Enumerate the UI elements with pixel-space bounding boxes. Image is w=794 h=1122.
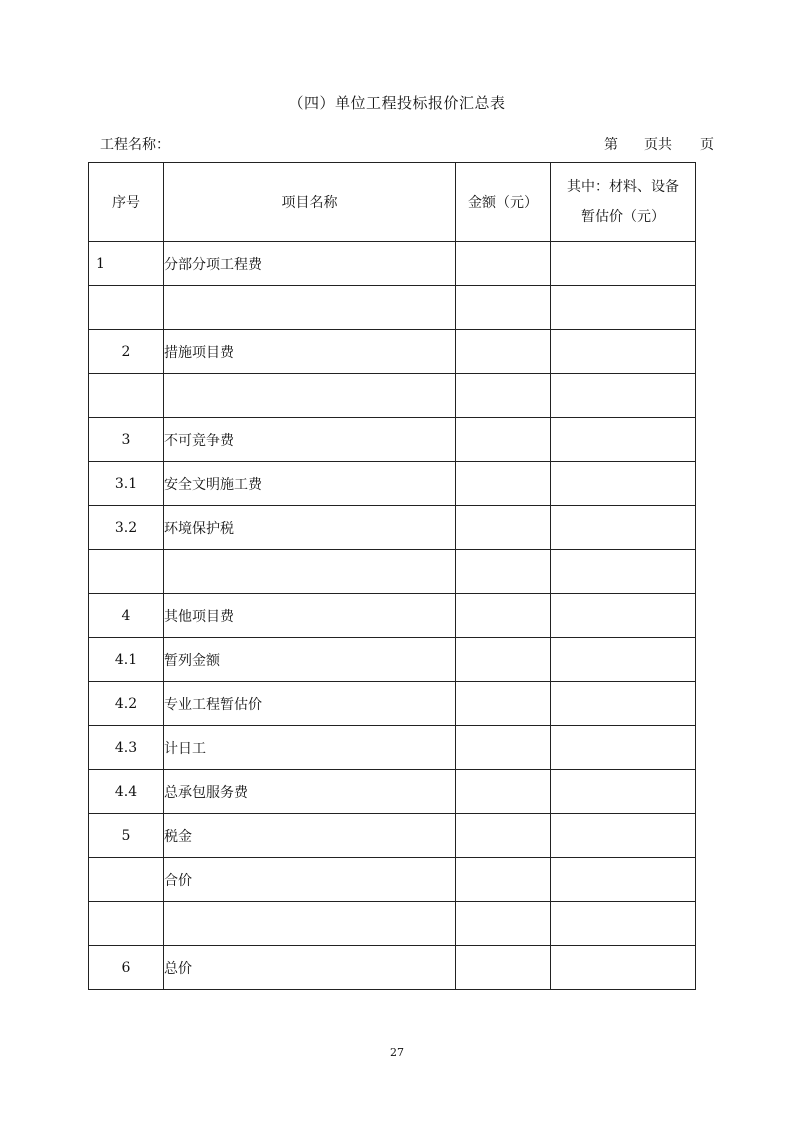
table-row (89, 286, 696, 330)
row-material-cell (551, 858, 696, 902)
row-number (89, 902, 164, 946)
row-number: 3 (89, 418, 164, 462)
row-item-name (164, 550, 456, 594)
row-amount-cell (456, 330, 551, 374)
project-name-label: 工程名称： (100, 137, 170, 153)
page-marker-page: 页 (700, 137, 714, 153)
row-amount-cell (456, 374, 551, 418)
row-item-name: 暂列金额 (164, 638, 456, 682)
row-item-name: 环境保护税 (164, 506, 456, 550)
row-item-name: 专业工程暂估价 (164, 682, 456, 726)
table-row (89, 242, 696, 286)
row-item-name: 其他项目费 (164, 594, 456, 638)
row-number: 6 (89, 946, 164, 990)
row-item-name: 总价 (164, 946, 456, 990)
row-item-name: 合价 (164, 858, 456, 902)
row-amount-cell (456, 506, 551, 550)
page-marker-di: 第 (604, 137, 618, 153)
row-item-name: 总承包服务费 (164, 770, 456, 814)
row-amount-cell (456, 858, 551, 902)
row-number: 4.3 (89, 726, 164, 770)
row-item-name (164, 374, 456, 418)
table-row (89, 506, 696, 550)
row-amount-cell (456, 682, 551, 726)
table-row (89, 902, 696, 946)
row-material-cell (551, 242, 696, 286)
row-number: 1 (89, 242, 164, 286)
row-amount-cell (456, 242, 551, 286)
table-row (89, 418, 696, 462)
row-number: 4.1 (89, 638, 164, 682)
row-material-cell (551, 682, 696, 726)
row-number: 4 (89, 594, 164, 638)
row-item-name: 措施项目费 (164, 330, 456, 374)
row-amount-cell (456, 462, 551, 506)
table-row (89, 682, 696, 726)
row-material-cell (551, 814, 696, 858)
header-name: 项目名称 (164, 163, 456, 242)
page-marker-page-total: 页共 (644, 137, 672, 153)
row-number (89, 550, 164, 594)
row-item-name: 分部分项工程费 (164, 242, 456, 286)
row-number: 4.2 (89, 682, 164, 726)
row-amount-cell (456, 286, 551, 330)
row-material-cell (551, 594, 696, 638)
table-row (89, 946, 696, 990)
bid-summary-table (88, 162, 696, 990)
header-no: 序号 (89, 163, 164, 242)
row-amount-cell (456, 770, 551, 814)
row-material-cell (551, 902, 696, 946)
header-material-line1: 其中：材料、设备 (567, 179, 679, 195)
row-material-cell (551, 770, 696, 814)
row-number: 5 (89, 814, 164, 858)
header-amount: 金额（元） (456, 163, 551, 242)
row-amount-cell (456, 418, 551, 462)
row-number: 2 (89, 330, 164, 374)
table-row (89, 726, 696, 770)
table-row (89, 462, 696, 506)
row-amount-cell (456, 638, 551, 682)
header-material (551, 163, 696, 242)
row-material-cell (551, 550, 696, 594)
row-material-cell (551, 330, 696, 374)
row-material-cell (551, 374, 696, 418)
table-row (89, 374, 696, 418)
row-number: 3.2 (89, 506, 164, 550)
row-item-name: 不可竞争费 (164, 418, 456, 462)
row-material-cell (551, 286, 696, 330)
page-number: 27 (390, 1046, 404, 1059)
row-item-name: 安全文明施工费 (164, 462, 456, 506)
row-amount-cell (456, 902, 551, 946)
row-item-name (164, 286, 456, 330)
table-row (89, 330, 696, 374)
row-number: 3.1 (89, 462, 164, 506)
row-number (89, 374, 164, 418)
table-row (89, 594, 696, 638)
row-amount-cell (456, 814, 551, 858)
table-row (89, 858, 696, 902)
row-material-cell (551, 638, 696, 682)
header-material-line2: 暂估价（元） (581, 209, 665, 225)
row-number: 4.4 (89, 770, 164, 814)
row-item-name: 税金 (164, 814, 456, 858)
table-row (89, 770, 696, 814)
row-amount-cell (456, 946, 551, 990)
table-row (89, 814, 696, 858)
table-header-row (89, 163, 696, 242)
page-title: （四）单位工程投标报价汇总表 (288, 94, 506, 112)
row-material-cell (551, 726, 696, 770)
table-row (89, 638, 696, 682)
row-material-cell (551, 946, 696, 990)
row-item-name (164, 902, 456, 946)
row-number (89, 858, 164, 902)
row-amount-cell (456, 550, 551, 594)
row-material-cell (551, 418, 696, 462)
row-item-name: 计日工 (164, 726, 456, 770)
row-amount-cell (456, 594, 551, 638)
row-material-cell (551, 462, 696, 506)
row-amount-cell (456, 726, 551, 770)
row-number (89, 286, 164, 330)
table-row (89, 550, 696, 594)
row-material-cell (551, 506, 696, 550)
